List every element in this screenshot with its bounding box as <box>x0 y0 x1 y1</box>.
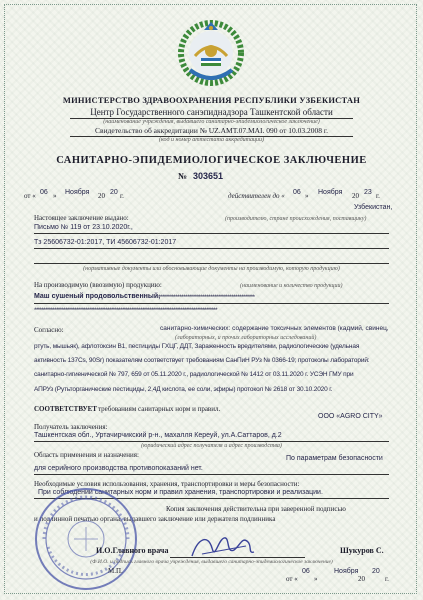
official-stamp-icon <box>30 485 142 593</box>
usage-value-2: для серийного производства противопоказаний нет. <box>34 465 203 472</box>
product-name: Маш сушеный продовольственный, <box>34 293 161 300</box>
agreed-line3: активность 137Cs, 90Sr) показателям соответствует требованиям СанПиН РУз № 0366-19; протоколы лабораторий: <box>34 357 370 364</box>
conditions-value: При соблюдении санитарных норм и правил хранения, транспортировки и реализации. <box>38 489 323 496</box>
agreed-caption: (лабораторных, и прочих лабораторных исследований) <box>175 335 317 341</box>
recipient-name: ООО «AGRO CITY» <box>318 413 383 420</box>
ministry-title: МИНИСТЕРСТВО ЗДРАВООХРАНЕНИЯ РЕСПУБЛИКИ УЗБЕКИСТАН <box>62 95 361 105</box>
footer-date-year: 20 <box>372 568 380 575</box>
validity-note-line2: и подлинной печатью органа, выдавшего заключение или держателя подлинника <box>34 515 276 523</box>
letter-ref: Письмо № 119 от 23.10.2020г., <box>34 224 133 231</box>
footer-date-month: Ноября <box>334 568 359 575</box>
issue-date-mid: » <box>53 192 57 200</box>
valid-until-label: действителен до « <box>228 192 285 200</box>
agreed-line5: АПРУз (Рутьторганические пестициды, 2,4Д кислота, ее соли, эфиры) протокол № 2618 от 30.10.2020 г. <box>34 386 333 393</box>
valid-until-mid: » <box>305 192 309 200</box>
valid-until-month: Ноября <box>318 189 343 196</box>
validity-note-line1: Копия заключения действительна при заверенной подписью <box>166 505 346 513</box>
footer-date-suffix: г. <box>385 575 389 583</box>
valid-until-day: 06 <box>293 189 301 196</box>
issue-date-year: 20 <box>110 189 118 196</box>
issue-date-suffix: г. <box>120 192 124 200</box>
signatory-name: Шукуров С. <box>340 546 384 555</box>
issue-date-prefix: от « <box>24 192 36 200</box>
valid-until-suffix: г. <box>376 192 380 200</box>
product-label: На производимую (ввозимую) продукцию: <box>34 281 162 289</box>
agreed-line4: санитарно-гигиенической № 797, 659 от 05.11.2020 г., радиологической № 1412 от 03.11.2020 г. УСЭН ГМУ при <box>34 371 354 378</box>
usage-value-1: По параметрам безопасности <box>286 455 383 462</box>
docs-caption: (нормативные документы или обосновывающие документы на производимую, которую продукцию) <box>83 266 340 272</box>
product-stars: ************************************************** <box>158 294 255 301</box>
issued-to-label: Настоящее заключение выдано: <box>34 214 129 222</box>
footer-date-prefix: от « <box>286 575 298 583</box>
conditions-label: Необходимые условия использования, хранения, транспортировки и меры безопасности: <box>34 480 300 488</box>
recipient-caption: (юридический адрес получателя и адрес производства) <box>141 443 282 449</box>
conformity-label: СООТВЕТСТВУЕТ <box>34 405 97 413</box>
valid-until-year: 23 <box>364 189 372 196</box>
product-stars-line2: **************************************************************************************************** <box>34 307 217 314</box>
issued-to-caption: (производителю, стране происхождения, поставщику) <box>225 216 367 222</box>
accreditation-caption: (код и номер аттестата аккредитации) <box>158 137 265 143</box>
standard-ref: Тз 25606732-01:2017, ТИ 45606732-01:2017 <box>34 239 177 246</box>
agreed-label: Согласно: <box>34 326 64 334</box>
country: Узбекистан, <box>354 204 393 211</box>
conformity-text: требованиям санитарных норм и правил. <box>98 405 221 413</box>
valid-until-year-prefix: 20 <box>352 192 359 200</box>
footer-date-mid: » <box>314 575 318 583</box>
recipient-label: Получатель заключения: <box>34 423 108 431</box>
signature-caption: (Ф.И.О. и подпись главного врача учреждения, выдавшего санитарно-эпидемиологическое заключение) <box>90 559 333 565</box>
signature-role: И.О.Главного врача <box>96 546 169 555</box>
issue-date-month: Ноября <box>65 189 90 196</box>
footer-date-year-prefix: 20 <box>358 575 365 583</box>
usage-label: Область применения и назначения: <box>34 451 139 459</box>
number-label: № <box>178 171 188 181</box>
agreed-line2: ртуть, мышьяк), афлотоксин B1, пестициды ГХЦГ, ДДТ, Зараженность вредителями, радиологические (удельная <box>34 343 360 350</box>
document-title: САНИТАРНО-ЭПИДЕМИОЛОГИЧЕСКОЕ ЗАКЛЮЧЕНИЕ <box>56 155 367 166</box>
footer-date-day: 06 <box>302 568 310 575</box>
certificate-number: 303651 <box>193 171 224 181</box>
issue-date-year-prefix: 20 <box>98 192 105 200</box>
accreditation: Свидетельство об аккредитации № UZ.AMT.07.MAI. 090 от 10.03.2008 г. <box>95 126 328 135</box>
center-name: Центр Государственного санэпиднадзора Ташкентской области <box>90 107 333 117</box>
mp-label: М.П. <box>108 567 123 575</box>
center-caption: (наименование учреждения, выдавшего санитарно-эпидемиологическое заключение) <box>103 119 320 125</box>
state-emblem-icon <box>174 18 248 88</box>
product-caption: (наименование и количество продукции) <box>240 283 343 289</box>
issue-date-day: 06 <box>40 189 48 196</box>
agreed-line1: санитарно-химических: содержание токсичных элементов (кадмий, свинец, <box>160 325 389 332</box>
recipient-address: Ташкентская обл., Уртачирчикский р-н., махалля Кереуй, ул.А.Саттаров, д.2 <box>34 432 282 439</box>
